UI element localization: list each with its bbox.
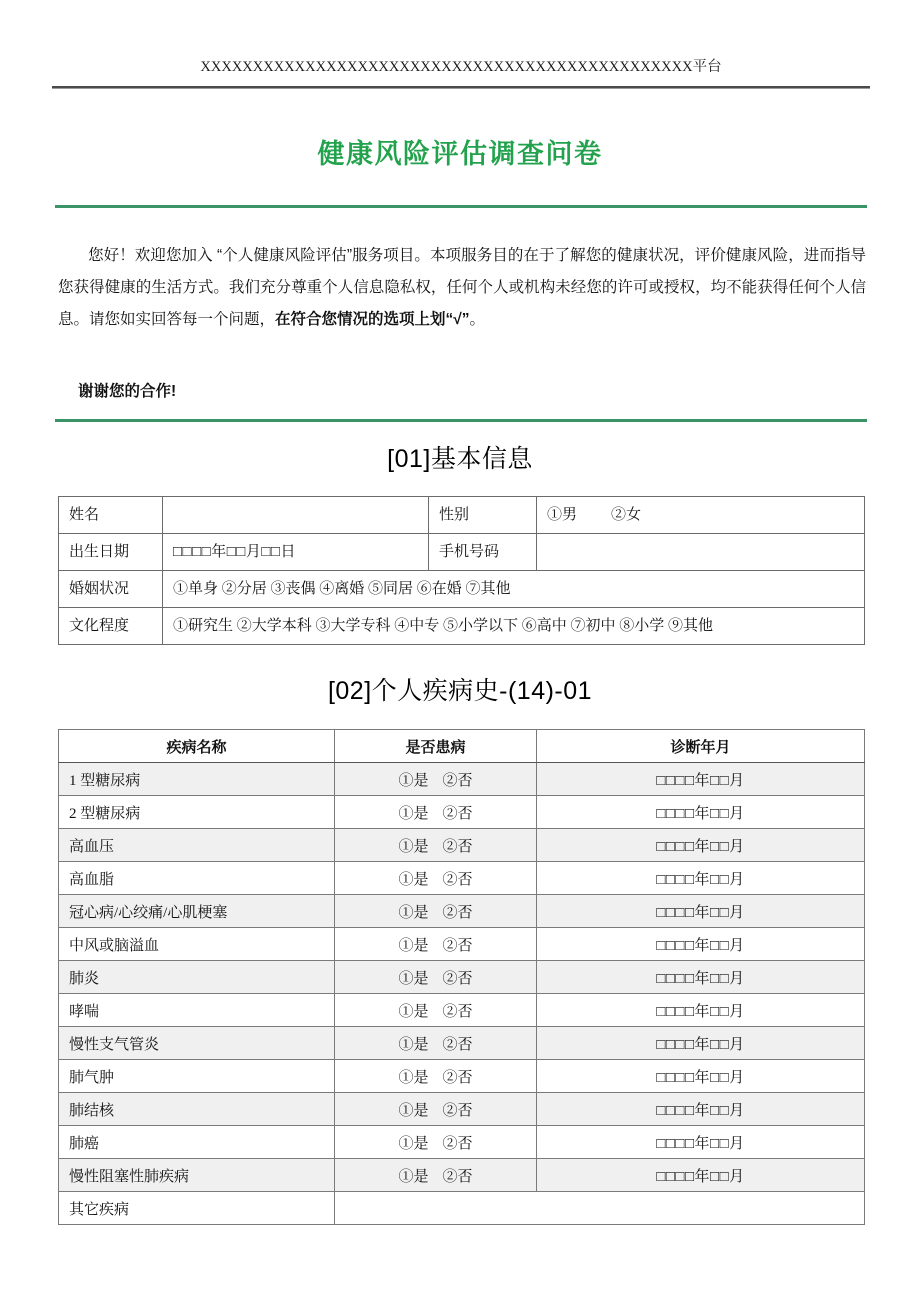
table-row xyxy=(59,796,865,829)
option-no[interactable]: ②否 xyxy=(442,1135,473,1152)
disease-answer[interactable] xyxy=(335,796,537,829)
option-yes[interactable]: ①是 xyxy=(398,1036,429,1053)
disease-date[interactable]: □□□□年□□月 xyxy=(537,1093,865,1126)
disease-date[interactable]: □□□□年□□月 xyxy=(537,796,865,829)
table-row xyxy=(59,608,865,645)
field-marital-options[interactable]: ①单身 ②分居 ③丧偶 ④离婚 ⑤同居 ⑥在婚 ⑦其他 xyxy=(163,571,865,608)
disease-date[interactable]: □□□□年□□月 xyxy=(537,763,865,796)
option-yes[interactable]: ①是 xyxy=(398,1102,429,1119)
label-birthdate: 出生日期 xyxy=(59,534,163,571)
table-row xyxy=(59,1027,865,1060)
disease-date[interactable]: □□□□年□□月 xyxy=(537,1060,865,1093)
disease-answer[interactable] xyxy=(335,928,537,961)
column-header-disease-name: 疾病名称 xyxy=(59,730,335,763)
table-row xyxy=(59,1093,865,1126)
disease-other-blank-cell[interactable] xyxy=(335,1192,865,1225)
disease-answer[interactable] xyxy=(335,895,537,928)
option-no[interactable]: ②否 xyxy=(442,772,473,789)
disease-name: 慢性阻塞性肺疾病 xyxy=(59,1159,335,1192)
option-no[interactable]: ②否 xyxy=(442,970,473,987)
option-yes[interactable]: ①是 xyxy=(398,1069,429,1086)
disease-date[interactable]: □□□□年□□月 xyxy=(537,1159,865,1192)
field-gender-options[interactable] xyxy=(537,497,865,534)
intro-text-part1: 您好！欢迎您加入 “个人健康风险评估”服务项目。本项服务目的在于了解您的健康状况，评价健康风险，进而指导您获得健康的生活方式。我们充分尊重个人信息隐私权，任何个人或机构未经您的许可或授权，均不能获得任何个人信息。请您如实回答每一个问题， xyxy=(58,247,866,328)
disease-name: 2 型糖尿病 xyxy=(59,796,335,829)
thanks-line: 谢谢您的合作! xyxy=(78,383,177,400)
option-no[interactable]: ②否 xyxy=(442,937,473,954)
intro-text-bold1: 在符合您情况的选项上划 xyxy=(275,311,446,328)
running-header-platform: 平台 xyxy=(692,59,722,75)
option-no[interactable]: ②否 xyxy=(442,838,473,855)
disease-name: 肺结核 xyxy=(59,1093,335,1126)
table-row xyxy=(59,961,865,994)
table-row xyxy=(59,1126,865,1159)
divider-below-thanks xyxy=(55,419,867,422)
option-no[interactable]: ②否 xyxy=(442,1102,473,1119)
option-yes[interactable]: ①是 xyxy=(398,871,429,888)
disease-date[interactable]: □□□□年□□月 xyxy=(537,895,865,928)
disease-name: 高血压 xyxy=(59,829,335,862)
disease-name: 1 型糖尿病 xyxy=(59,763,335,796)
option-no[interactable]: ②否 xyxy=(442,1003,473,1020)
intro-text-part4: 。 xyxy=(469,311,486,328)
disease-answer[interactable] xyxy=(335,1027,537,1060)
disease-answer[interactable] xyxy=(335,763,537,796)
label-name: 姓名 xyxy=(59,497,163,534)
disease-answer[interactable] xyxy=(335,1159,537,1192)
field-name-value[interactable] xyxy=(163,497,429,534)
label-gender: 性别 xyxy=(429,497,537,534)
disease-date[interactable]: □□□□年□□月 xyxy=(537,829,865,862)
disease-date[interactable]: □□□□年□□月 xyxy=(537,1027,865,1060)
table-row xyxy=(59,895,865,928)
disease-answer[interactable] xyxy=(335,994,537,1027)
table-row xyxy=(59,763,865,796)
table-row xyxy=(59,1159,865,1192)
table-header-row xyxy=(59,730,865,763)
option-female[interactable]: ②女 xyxy=(611,506,642,523)
section-heading-disease-history: [02]个人疾病史-(14)-01 xyxy=(327,677,593,705)
option-male[interactable]: ①男 xyxy=(547,506,578,523)
table-row xyxy=(59,829,865,862)
table-row xyxy=(59,571,865,608)
running-header-org: XXXXXXXXXXXXXXXXXXXXXXXXXXXXXXXXXXXXXXXXXXXXXXX xyxy=(200,59,693,75)
column-header-diagnosis-date: 诊断年月 xyxy=(537,730,865,763)
option-no[interactable]: ②否 xyxy=(442,871,473,888)
option-yes[interactable]: ①是 xyxy=(398,970,429,987)
disease-name: 肺气肿 xyxy=(59,1060,335,1093)
option-no[interactable]: ②否 xyxy=(442,805,473,822)
table-row xyxy=(59,1060,865,1093)
disease-name: 哮喘 xyxy=(59,994,335,1027)
option-yes[interactable]: ①是 xyxy=(398,1003,429,1020)
option-yes[interactable]: ①是 xyxy=(398,838,429,855)
disease-answer[interactable] xyxy=(335,862,537,895)
page-title: 健康风险评估调查问卷 xyxy=(317,139,603,169)
disease-name: 慢性支气管炎 xyxy=(59,1027,335,1060)
table-row xyxy=(59,534,865,571)
option-yes[interactable]: ①是 xyxy=(398,772,429,789)
disease-date[interactable]: □□□□年□□月 xyxy=(537,994,865,1027)
intro-paragraph xyxy=(58,240,866,336)
section-heading-basic-info: [01]基本信息 xyxy=(387,445,533,473)
option-no[interactable]: ②否 xyxy=(442,904,473,921)
option-no[interactable]: ②否 xyxy=(442,1168,473,1185)
running-header xyxy=(58,58,864,76)
column-header-has-disease: 是否患病 xyxy=(335,730,537,763)
table-row xyxy=(59,1192,865,1225)
label-education: 文化程度 xyxy=(59,608,163,645)
basic-info-table xyxy=(58,496,865,645)
disease-name: 肺癌 xyxy=(59,1126,335,1159)
table-row xyxy=(59,862,865,895)
label-marital-status: 婚姻状况 xyxy=(59,571,163,608)
disease-answer[interactable] xyxy=(335,961,537,994)
disease-answer[interactable] xyxy=(335,1093,537,1126)
divider-above-intro xyxy=(55,205,867,208)
label-phone: 手机号码 xyxy=(429,534,537,571)
table-row xyxy=(59,497,865,534)
header-divider xyxy=(52,86,870,89)
disease-answer[interactable] xyxy=(335,1060,537,1093)
disease-history-table xyxy=(58,729,865,1225)
disease-name: 中风或脑溢血 xyxy=(59,928,335,961)
disease-date[interactable]: □□□□年□□月 xyxy=(537,1126,865,1159)
field-birthdate-value[interactable]: □□□□年□□月□□日 xyxy=(163,534,429,571)
option-yes[interactable]: ①是 xyxy=(398,904,429,921)
disease-date[interactable]: □□□□年□□月 xyxy=(537,961,865,994)
table-row xyxy=(59,928,865,961)
option-no[interactable]: ②否 xyxy=(442,1036,473,1053)
disease-name: 肺炎 xyxy=(59,961,335,994)
disease-date[interactable]: □□□□年□□月 xyxy=(537,862,865,895)
intro-text-bold2: “√” xyxy=(445,311,470,328)
disease-answer[interactable] xyxy=(335,1126,537,1159)
field-education-options[interactable]: ①研究生 ②大学本科 ③大学专科 ④中专 ⑤小学以下 ⑥高中 ⑦初中 ⑧小学 ⑨其他 xyxy=(163,608,865,645)
disease-table-body xyxy=(59,763,865,1225)
field-phone-value[interactable] xyxy=(537,534,865,571)
disease-answer[interactable] xyxy=(335,829,537,862)
option-no[interactable]: ②否 xyxy=(442,1069,473,1086)
disease-name: 冠心病/心绞痛/心肌梗塞 xyxy=(59,895,335,928)
option-yes[interactable]: ①是 xyxy=(398,805,429,822)
disease-name-other: 其它疾病 xyxy=(59,1192,335,1225)
disease-name: 高血脂 xyxy=(59,862,335,895)
table-row xyxy=(59,994,865,1027)
disease-date[interactable]: □□□□年□□月 xyxy=(537,928,865,961)
option-yes[interactable]: ①是 xyxy=(398,937,429,954)
option-yes[interactable]: ①是 xyxy=(398,1135,429,1152)
option-yes[interactable]: ①是 xyxy=(398,1168,429,1185)
